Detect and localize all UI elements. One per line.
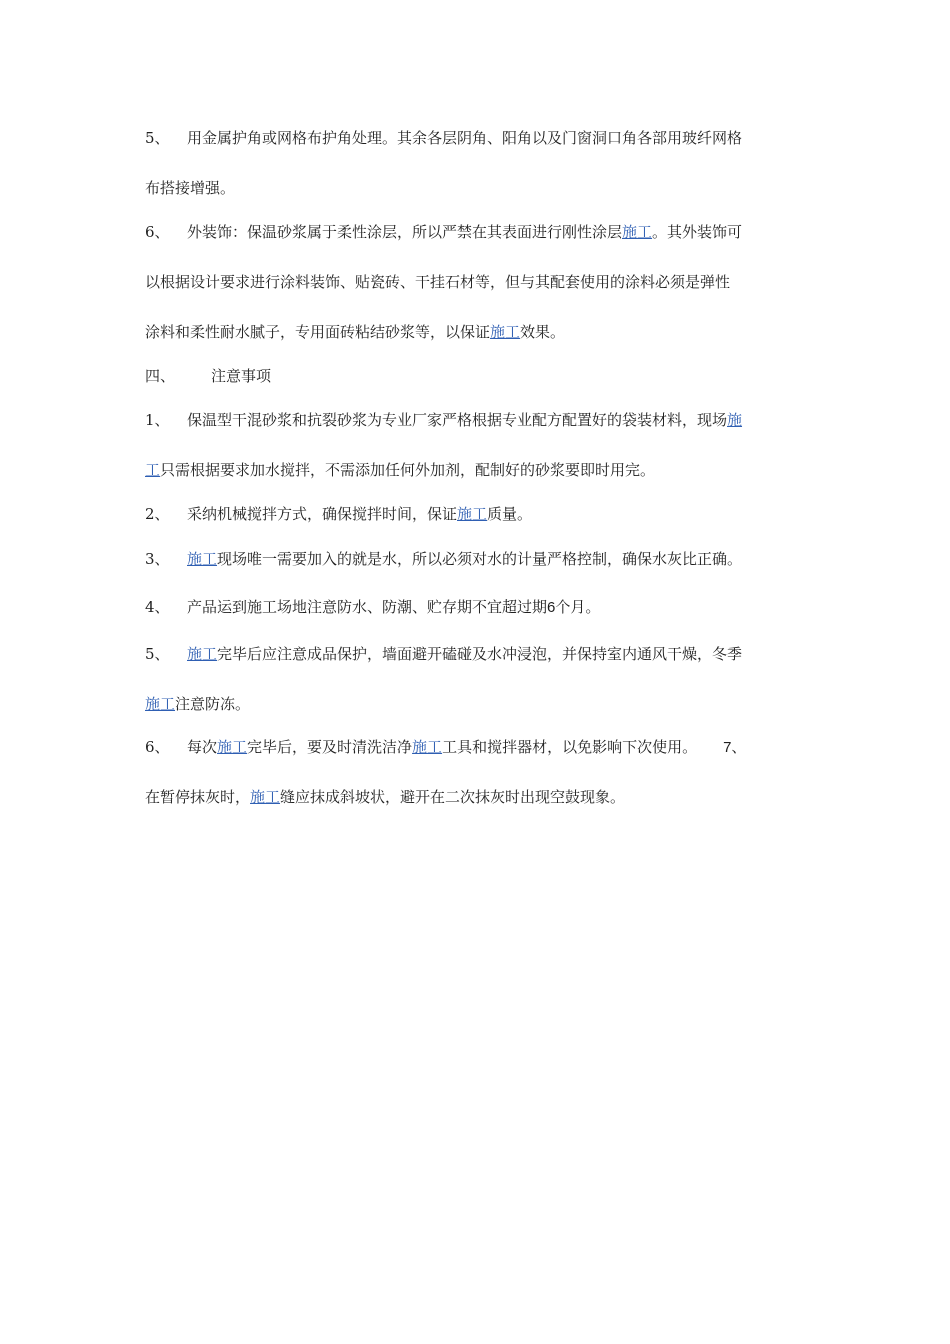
- paragraph-text: 布搭接增强。: [145, 179, 236, 197]
- paragraph-text: 采纳机械搅拌方式，确保搅拌时间，保证: [187, 505, 458, 523]
- item-number: 6、: [145, 738, 170, 756]
- note-4: [145, 597, 600, 618]
- paragraph-6-line-3: [145, 322, 565, 342]
- paragraph-text: 保温型干混砂浆和抗裂砂浆为专业厂家严格根据专业配方配置好的袋装材料，现场: [187, 411, 728, 429]
- construction-link[interactable]: 施工: [250, 788, 281, 806]
- construction-link[interactable]: 施工: [217, 738, 248, 756]
- paragraph-text: 外装饰：保温砂浆属于柔性涂层，所以严禁在其表面进行刚性涂层: [187, 223, 623, 241]
- construction-link[interactable]: 工: [145, 461, 161, 479]
- construction-link[interactable]: 施工: [457, 505, 488, 523]
- item-number: 1、: [145, 411, 170, 429]
- item-number: 6、: [145, 223, 170, 241]
- paragraph-6-line-2: [145, 272, 730, 292]
- item-number: 7、: [723, 739, 747, 756]
- section-heading: [145, 366, 271, 386]
- note-5-line-1: [145, 644, 742, 664]
- section-number: 四、: [145, 367, 176, 385]
- note-6: [145, 737, 746, 758]
- construction-link[interactable]: 施工: [622, 223, 653, 241]
- paragraph-text: 完毕后，要及时清洗洁净: [247, 738, 413, 756]
- paragraph-text: 工具和搅拌器材，以免影响下次使用。: [442, 738, 698, 756]
- note-3: [145, 549, 742, 569]
- construction-link[interactable]: 施工: [490, 323, 521, 341]
- paragraph-text: 质量。: [487, 505, 533, 523]
- item-number: 4、: [145, 598, 170, 616]
- paragraph-text: 在暂停抹灰时，: [145, 788, 251, 806]
- note-1-line-2: [145, 460, 655, 480]
- paragraph-text: 现场唯一需要加入的就是水，所以必须对水的计量严格控制，确保水灰比正确。: [217, 550, 743, 568]
- paragraph-5-line-1: [145, 128, 742, 148]
- construction-link[interactable]: 施工: [187, 645, 218, 663]
- paragraph-text: 个月。: [555, 598, 601, 616]
- paragraph-text: 只需根据要求加水搅拌，不需添加任何外加剂，配制好的砂浆要即时用完。: [160, 461, 656, 479]
- paragraph-6-line-1: [145, 222, 742, 242]
- paragraph-text: 缝应抹成斜坡状，避开在二次抹灰时出现空鼓现象。: [280, 788, 626, 806]
- paragraph-text: 涂料和柔性耐水腻子，专用面砖粘结砂浆等，以保证: [145, 323, 491, 341]
- paragraph-text: 。其外装饰可: [652, 223, 743, 241]
- note-7: [145, 787, 625, 807]
- paragraph-text: 用金属护角或网格布护角处理。其余各层阴角、阳角以及门窗洞口角各部用玻纤网格: [187, 129, 743, 147]
- construction-link[interactable]: 施工: [187, 550, 218, 568]
- item-number: 5、: [145, 645, 170, 663]
- paragraph-text: 效果。: [520, 323, 566, 341]
- note-2: [145, 504, 532, 524]
- paragraph-text: 以根据设计要求进行涂料装饰、贴瓷砖、干挂石材等，但与其配套使用的涂料必须是弹性: [145, 273, 731, 291]
- paragraph-text: 完毕后应注意成品保护，墙面避开磕碰及水冲浸泡，并保持室内通风干燥，冬季: [217, 645, 743, 663]
- item-number: 3、: [145, 550, 170, 568]
- construction-link[interactable]: 施: [727, 411, 743, 429]
- paragraph-5-line-2: [145, 178, 235, 198]
- section-title: 注意事项: [211, 367, 272, 385]
- note-1-line-1: [145, 410, 742, 430]
- item-number: 2、: [145, 505, 170, 523]
- construction-link[interactable]: 施工: [412, 738, 443, 756]
- item-number: 5、: [145, 129, 170, 147]
- digit-text: 6: [547, 599, 556, 616]
- paragraph-text: 注意防冻。: [175, 695, 251, 713]
- note-5-line-2: [145, 694, 250, 714]
- paragraph-text: 每次: [187, 738, 218, 756]
- construction-link[interactable]: 施工: [145, 695, 176, 713]
- paragraph-text: 产品运到施工场地注意防水、防潮、贮存期不宜超过期: [187, 598, 548, 616]
